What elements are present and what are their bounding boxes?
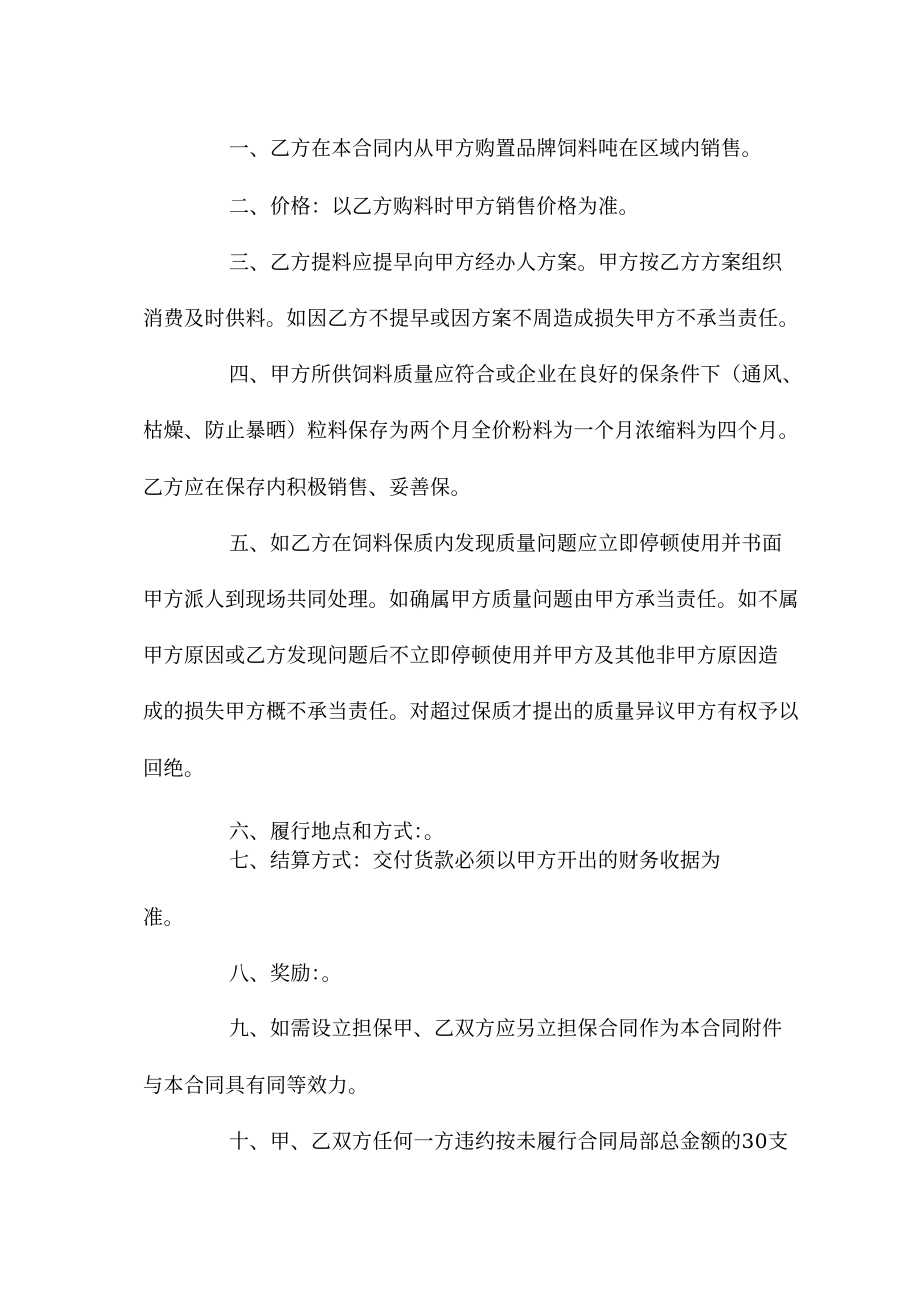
clause-4: 四、甲方所供饲料质量应符合或企业在良好的保条件下（通风、 xyxy=(229,362,803,386)
clause-5: 五、如乙方在饲料保质内发现质量问题应立即停顿使用并书面 xyxy=(229,531,783,555)
clause-9-end: 与本合同具有同等效力。 xyxy=(143,1073,369,1097)
clause-6: 六、履行地点和方式：。 xyxy=(229,819,445,843)
clause-5-line-3: 甲方原因或乙方发现问题后不立即停顿使用并甲方及其他非甲方原因造 xyxy=(143,643,779,667)
clause-2: 二、价格：以乙方购料时甲方销售价格为准。 xyxy=(229,194,639,218)
clause-5-line-2: 甲方派人到现场共同处理。如确属甲方质量问题由甲方承当责任。如不属 xyxy=(143,587,799,611)
clause-3: 三、乙方提料应提早向甲方经办人方案。甲方按乙方方案组织 xyxy=(229,250,783,274)
clause-7: 七、结算方式：交付货款必须以甲方开出的财务收据为 xyxy=(229,848,721,872)
clause-3-continued: 消费及时供料。如因乙方不提早或因方案不周造成损失甲方不承当责任。 xyxy=(143,306,799,330)
clause-5-line-4: 成的损失甲方概不承当责任。对超过保质才提出的质量异议甲方有权予以 xyxy=(143,699,799,723)
clause-10: 十、甲、乙双方任何一方违约按未履行合同局部总金额的30支 xyxy=(229,1129,789,1153)
clause-4-end: 乙方应在保存内积极销售、妥善保。 xyxy=(143,475,471,499)
clause-4-continued: 枯燥、防止暴晒）粒料保存为两个月全价粉料为一个月浓缩料为四个月。 xyxy=(143,418,799,442)
clause-5-end: 回绝。 xyxy=(143,756,205,780)
clause-7-end: 准。 xyxy=(143,905,184,929)
clause-1: 一、乙方在本合同内从甲方购置品牌饲料吨在区域内销售。 xyxy=(229,136,762,160)
clause-9: 九、如需设立担保甲、乙双方应另立担保合同作为本合同附件 xyxy=(229,1016,783,1040)
clause-8: 八、奖励：。 xyxy=(229,961,342,985)
